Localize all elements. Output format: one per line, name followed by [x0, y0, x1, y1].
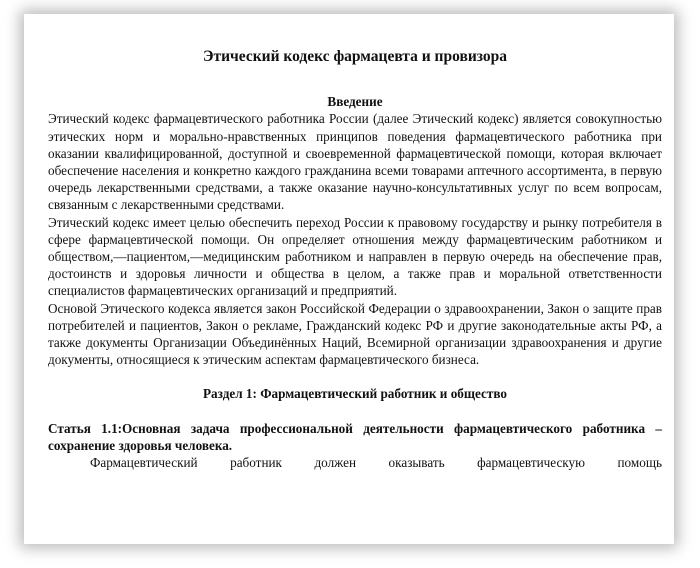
article-paragraph: Фармацевтический работник должен оказывать фармацевтическую помощь	[90, 455, 662, 471]
chapter-title: Раздел 1: Фармацевтический работник и общество	[203, 386, 507, 402]
intro-paragraph-2: Этический кодекс имеет целью обеспечить переход России к правовому государству и рынку потребителя в сфере фармацевтической помощи. Он определяет отношения между фармацевтическим работником и обществом,—пациентом,—медицинским работником и направлен в первую очередь на обеспечение прав, достоинств и здоровья личности и общества в целом, а также прав и моральной ответственности специалистов фармацевтических организаций и предприятий.	[48, 214, 662, 299]
intro-paragraph-3: Основой Этического кодекса является закон Российской Федерации о здравоохранении, Закон о защите прав потребителей и пациентов, Закон о рекламе, Гражданский кодекс РФ и другие законодательные акты РФ, а также документы Организации Объединённых Наций, Всемирной организации здравоохранения и другие документы, относящиеся к этическим аспектам фармацевтического бизнеса.	[48, 300, 662, 368]
article-title: Статья 1.1:Основная задача профессиональной деятельности фармацевтического работника –сохранение здоровья человека.	[48, 420, 662, 453]
intro-paragraph-1: Этический кодекс фармацевтического работника России (далее Этический кодекс) является совокупностью этических норм и морально-нравственных принципов поведения фармацевтического работника при оказании квалифицированной, доступной и своевременной фармацевтической помощи, которая включает обеспечение населения и конкретно каждого гражданина всеми товарами аптечного ассортимента, в первую очередь лекарственными средствами, а также оказание научно-консультативных услуг по всем вопросам, связанным с лекарственными средствами.	[48, 111, 662, 213]
document-content	[48, 44, 662, 471]
document-title: Этический кодекс фармацевта и провизора	[202, 48, 508, 65]
document-page	[24, 14, 674, 544]
intro-heading: Введение	[327, 94, 383, 110]
